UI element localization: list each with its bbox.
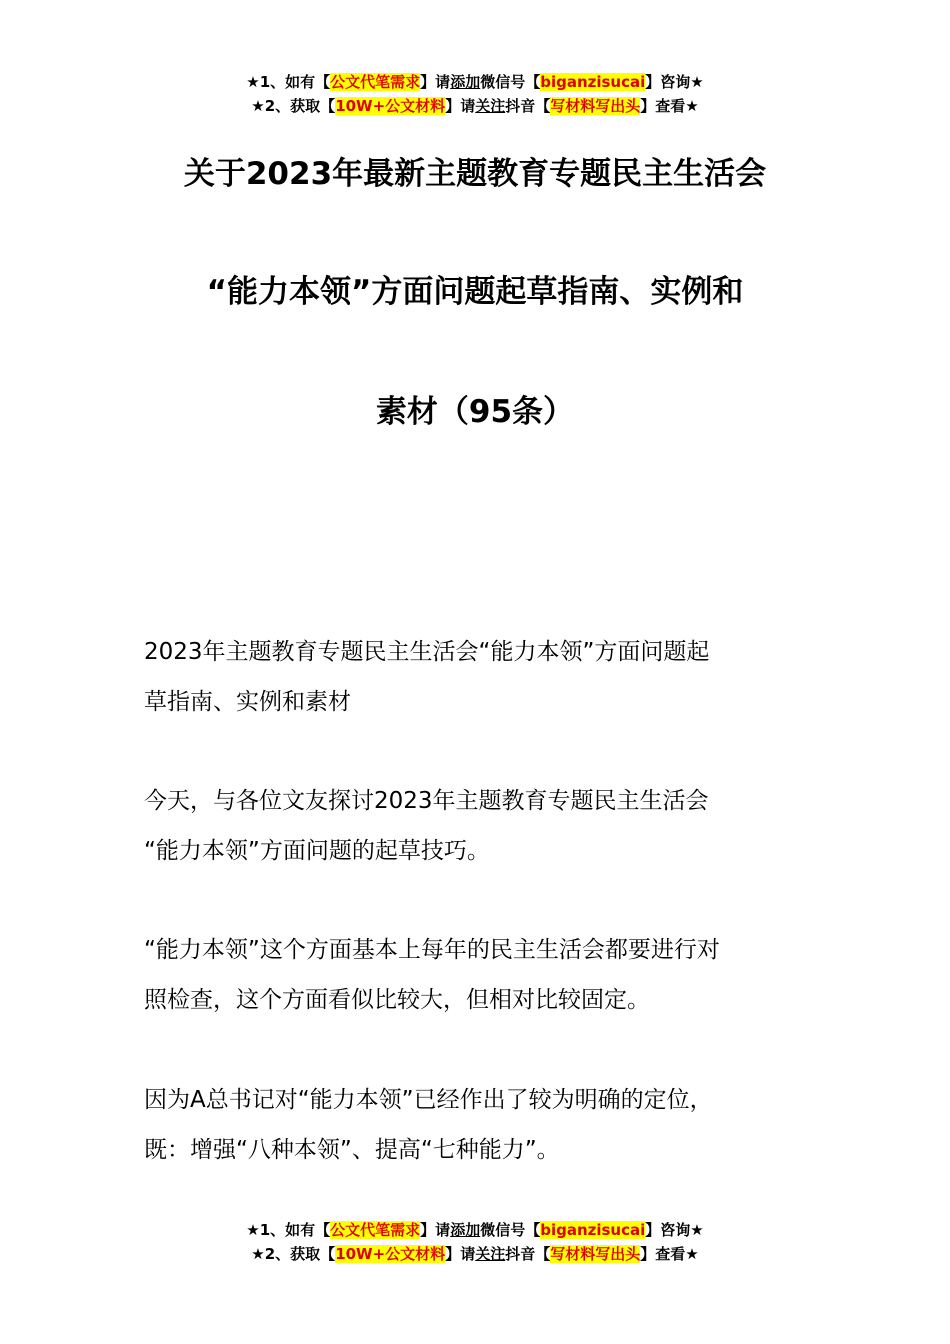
header-promo-banner: [0, 70, 950, 118]
paragraph-greeting: 今天，与各位文友探讨2023年主题教育专题民主生活会 “能力本领”方面问题的起草技巧。: [144, 788, 709, 864]
document-title-line-2: “能力本领”方面问题起草指南、实例和: [206, 274, 744, 310]
paragraph-overview: “能力本领”这个方面基本上每年的民主生活会都要进行对 照检查，这个方面看似比较大，但相对比较固定。: [144, 937, 720, 1013]
document-title-line-3: 素材（95条）: [375, 394, 575, 430]
promo-line-1: ★1、如有【公文代笔需求】请添加微信号【biganzisucai】咨询★: [246, 1221, 704, 1239]
paragraph-definition: 因为A总书记对“能力本领”已经作出了较为明确的定位， 既：增强“八种本领”、提高“七种能力”。: [144, 1087, 713, 1163]
wechat-id-highlight: biganzisucai: [540, 1221, 646, 1239]
promo-line-2: ★2、获取【10W+公文材料】请关注抖音【写材料写出头】查看★: [251, 97, 699, 115]
wechat-id-highlight: biganzisucai: [540, 73, 646, 91]
service-highlight: 公文代笔需求: [330, 73, 421, 91]
document-title-line-1: 关于2023年最新主题教育专题民主生活会: [183, 156, 767, 192]
promo-line-1: ★1、如有【公文代笔需求】请添加微信号【biganzisucai】咨询★: [246, 73, 704, 91]
service-highlight: 公文代笔需求: [330, 1221, 421, 1239]
footer-promo-banner: [0, 1218, 950, 1266]
materials-highlight: 10W+公文材料: [335, 1245, 446, 1263]
promo-line-2: ★2、获取【10W+公文材料】请关注抖音【写材料写出头】查看★: [251, 1245, 699, 1263]
douyin-id-highlight: 写材料写出头: [550, 97, 641, 115]
douyin-id-highlight: 写材料写出头: [550, 1245, 641, 1263]
materials-highlight: 10W+公文材料: [335, 97, 446, 115]
paragraph-intro: 2023年主题教育专题民主生活会“能力本领”方面问题起 草指南、实例和素材: [144, 639, 710, 715]
